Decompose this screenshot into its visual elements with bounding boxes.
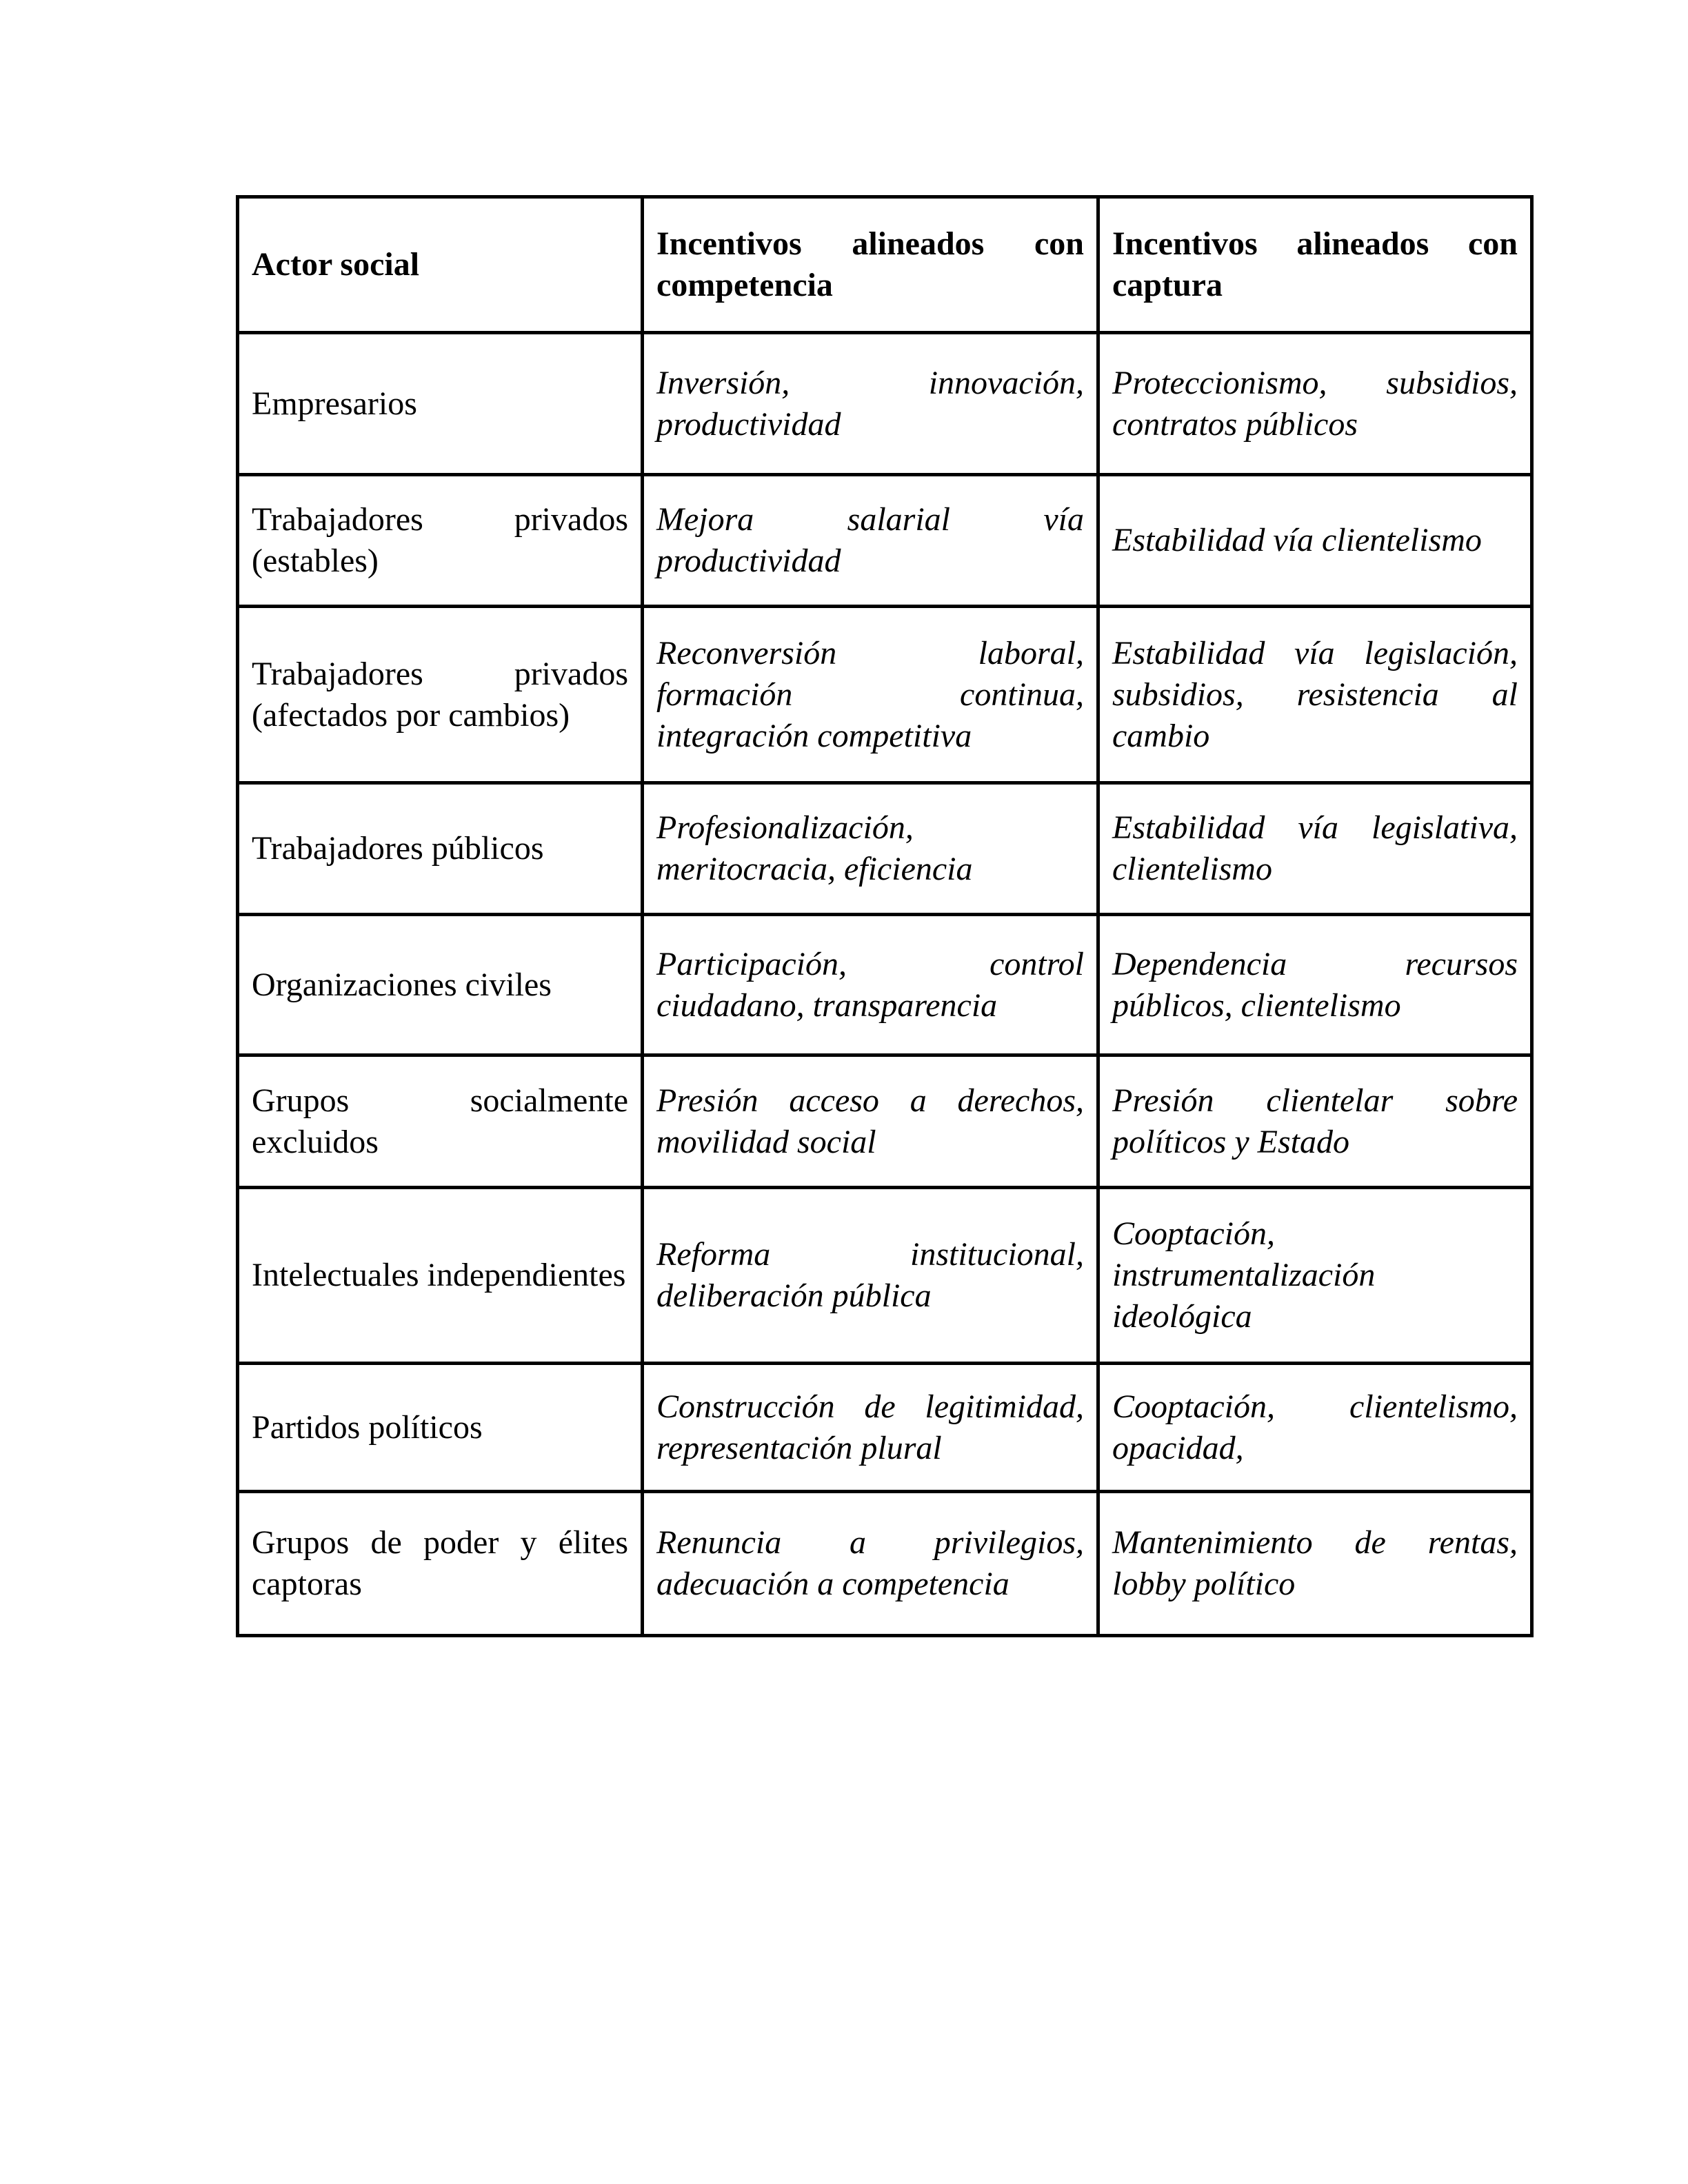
cell-incentivo-captura: Presión clientelar sobre políticos y Estado (1098, 1055, 1532, 1188)
cell-incentivo-competencia: Reconversión laboral, formación continua, integración competitiva (643, 607, 1098, 783)
cell-actor: Empresarios (238, 333, 643, 475)
cell-incentivo-competencia: Construcción de legitimidad, representación plural (643, 1364, 1098, 1492)
table-row-grupos-excluidos (238, 1055, 1532, 1188)
header-row (238, 197, 1532, 333)
header-cell-actor-social: Actor social (238, 197, 643, 333)
cell-incentivo-captura: Dependencia recursos públicos, clientelismo (1098, 915, 1532, 1055)
cell-incentivo-competencia: Renuncia a privilegios, adecuación a competencia (643, 1492, 1098, 1636)
cell-incentivo-captura: Proteccionismo, subsidios, contratos públicos (1098, 333, 1532, 475)
cell-incentivo-competencia: Reforma institucional, deliberación pública (643, 1188, 1098, 1364)
table-row-grupos-de-poder (238, 1492, 1532, 1636)
cell-incentivo-captura: Cooptación, clientelismo, opacidad, (1098, 1364, 1532, 1492)
cell-actor: Trabajadores privados (estables) (238, 475, 643, 607)
cell-actor: Intelectuales independientes (238, 1188, 643, 1364)
cell-incentivo-competencia: Profesionalización, meritocracia, eficiencia (643, 783, 1098, 915)
table-row-trabajadores-privados-afectados (238, 607, 1532, 783)
cell-actor: Trabajadores privados (afectados por cambios) (238, 607, 643, 783)
table-row-trabajadores-privados-estables (238, 475, 1532, 607)
table-row-empresarios (238, 333, 1532, 475)
header-cell-incentivos-captura: Incentivos alineados con captura (1098, 197, 1532, 333)
cell-incentivo-captura: Estabilidad vía legislativa, clientelismo (1098, 783, 1532, 915)
cell-incentivo-competencia: Mejora salarial vía productividad (643, 475, 1098, 607)
cell-actor: Partidos políticos (238, 1364, 643, 1492)
cell-incentivo-competencia: Presión acceso a derechos, movilidad social (643, 1055, 1098, 1188)
actors-incentives-table (236, 195, 1534, 1637)
cell-actor: Trabajadores públicos (238, 783, 643, 915)
cell-actor: Organizaciones civiles (238, 915, 643, 1055)
table-row-organizaciones-civiles (238, 915, 1532, 1055)
cell-incentivo-captura: Cooptación, instrumentalización ideológica (1098, 1188, 1532, 1364)
header-cell-incentivos-competencia: Incentivos alineados con competencia (643, 197, 1098, 333)
table-row-partidos-politicos (238, 1364, 1532, 1492)
cell-incentivo-competencia: Inversión, innovación, productividad (643, 333, 1098, 475)
cell-incentivo-captura: Mantenimiento de rentas, lobby político (1098, 1492, 1532, 1636)
cell-incentivo-competencia: Participación, control ciudadano, transparencia (643, 915, 1098, 1055)
cell-actor: Grupos socialmente excluidos (238, 1055, 643, 1188)
cell-actor: Grupos de poder y élites captoras (238, 1492, 643, 1636)
cell-incentivo-captura: Estabilidad vía legislación, subsidios, resistencia al cambio (1098, 607, 1532, 783)
table-row-trabajadores-publicos (238, 783, 1532, 915)
table-row-intelectuales-independientes (238, 1188, 1532, 1364)
cell-incentivo-captura: Estabilidad vía clientelismo (1098, 475, 1532, 607)
